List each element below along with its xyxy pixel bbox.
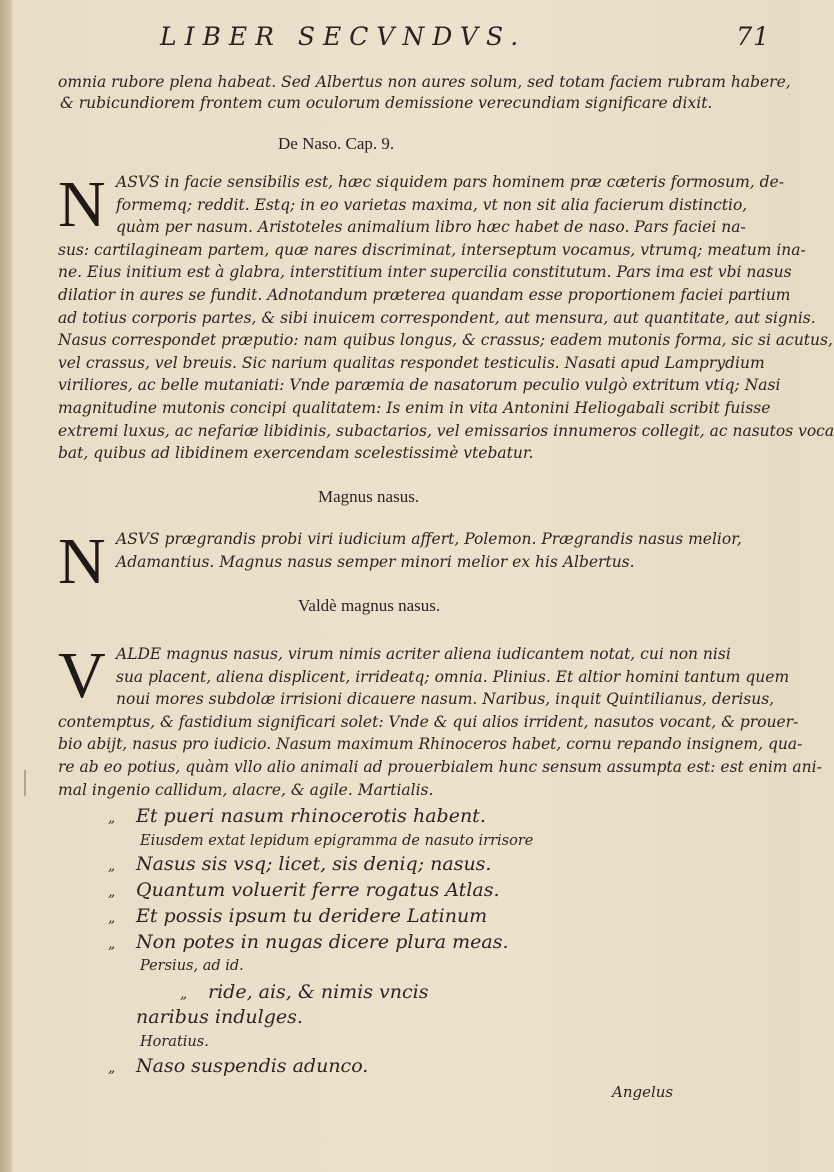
- verse-line: [108, 879, 668, 901]
- text-line: & rubicundiorem frontem cum oculorum demissione verecundiam significare dixit.: [60, 94, 713, 112]
- verse-text: Et pueri nasum rhinocerotis habent.: [136, 805, 486, 827]
- text-line: viriliores, ac belle mutaniati: Vnde paræmia de nasatorum peculio vulgò extritum vtiq; Nasi: [58, 376, 781, 395]
- section-heading-de-naso: De Naso. Cap. 9.: [278, 134, 395, 153]
- running-head: [160, 22, 770, 52]
- quote-mark: „: [108, 809, 116, 826]
- verse-line: [108, 905, 668, 927]
- verse-line: [108, 1055, 668, 1077]
- text-line: dilatior in aures se fundit. Adnotandum præterea quandam esse proportionem faciei partium: [58, 285, 791, 304]
- text-line: Nasus correspondet præputio: nam quibus longus, & crassus; eadem mutonis forma, sic si acutus,: [58, 331, 833, 350]
- continuation-paragraph: [58, 72, 791, 114]
- verse-text: Naso suspendis adunco.: [136, 1055, 369, 1077]
- text-line: quàm per nasum. Aristoteles animalium libro hæc habet de naso. Pars faciei na-: [116, 218, 746, 237]
- text-line: noui mores subdolæ irrisioni dicauere nasum. Naribus, inquit Quintilianus, derisus,: [116, 690, 775, 709]
- verse-text: naribus indulges.: [136, 1006, 303, 1028]
- quote-mark: „: [108, 883, 116, 900]
- verse-text: Nasus sis vsq; licet, sis deniq; nasus.: [136, 853, 492, 875]
- verse-line: [108, 853, 668, 875]
- quote-mark: „: [108, 857, 116, 874]
- section-paragraph: [58, 168, 834, 465]
- section-paragraph: [58, 639, 822, 801]
- text-line: ASVS in facie sensibilis est, hæc siquidem pars hominem præ cæteris formosum, de-: [116, 173, 784, 191]
- text-line: re ab eo potius, quàm vllo alio animali ad prouerbialem hunc sensum assumpta est: est enim ani-: [58, 757, 822, 776]
- quote-mark: „: [108, 935, 116, 952]
- verse-text: Quantum voluerit ferre rogatus Atlas.: [136, 879, 500, 901]
- verse-note: Horatius.: [140, 1034, 209, 1050]
- section-heading-valde-magnus-nasus: Valdè magnus nasus.: [298, 596, 441, 615]
- folio-number: 71: [736, 22, 770, 51]
- section-paragraph: [58, 528, 742, 573]
- margin-mark: [24, 770, 26, 796]
- verse-text: ride, ais, & nimis vncis: [208, 981, 429, 1003]
- text-line: magnitudine mutonis concipi qualitatem: Is enim in vita Antonini Heliogabali scribit fuisse: [58, 398, 771, 417]
- binding-gutter: [0, 0, 12, 1172]
- text-line: bat, quibus ad libidinem exercendam scelestissimè vtebatur.: [58, 444, 534, 463]
- verse-line: [180, 981, 740, 1003]
- text-line: ne. Eius initium est à glabra, interstitium inter supercilia constitutum. Pars ima est vbi nasus: [58, 263, 792, 282]
- text-line: mal ingenio callidum, alacre, & agile. Martialis.: [58, 780, 434, 799]
- text-line: ASVS prægrandis probi viri iudicium affert, Polemon. Prægrandis nasus melior,: [116, 530, 742, 548]
- text-line: vel crassus, vel breuis. Sic narium qualitas respondet testiculis. Nasati apud Lamprydium: [58, 353, 765, 372]
- text-line: sua placent, aliena displicent, irrideatq; omnia. Plinius. Et altior homini tantum quem: [116, 667, 790, 686]
- text-line: Adamantius. Magnus nasus semper minori melior ex his Albertus.: [116, 552, 635, 571]
- verse-note: Persius, ad id.: [140, 958, 244, 974]
- drop-cap: V: [58, 639, 106, 712]
- running-head-title: LIBER SECVNDVS.: [160, 22, 527, 51]
- text-line: omnia rubore plena habeat. Sed Albertus non aures solum, sed totam faciem rubram habere,: [58, 73, 791, 91]
- verse-text: Non potes in nugas dicere plura meas.: [136, 931, 509, 953]
- drop-cap: N: [58, 168, 106, 241]
- quote-mark: „: [180, 985, 188, 1002]
- verse-line: [136, 1006, 696, 1028]
- quote-mark: „: [108, 1059, 116, 1076]
- text-line: contemptus, & fastidium significari solet: Vnde & qui alios irrident, nasutos vocant, & prouer-: [58, 712, 799, 731]
- text-line: extremi luxus, ac nefariæ libidinis, subactarios, vel emissarios innumeros collegit, ac nasutos voca: [58, 421, 834, 440]
- text-line: formemq; reddit. Estq; in eo varietas maxima, vt non sit alia facierum distinctio,: [116, 195, 748, 214]
- verse-note: Eiusdem extat lepidum epigramma de nasuto irrisore: [140, 833, 534, 849]
- section-heading-magnus-nasus: Magnus nasus.: [318, 487, 420, 506]
- verse-line: [108, 805, 668, 827]
- catchword: Angelus: [612, 1083, 674, 1101]
- text-line: sus: cartilagineam partem, quæ nares discriminat, interseptum vocamus, vtrumq; meatum ina-: [58, 240, 806, 259]
- verse-line: [108, 931, 668, 953]
- text-line: ad totius corporis partes, & sibi inuicem correspondent, aut mensura, aut quantitate, aut signis.: [58, 308, 816, 327]
- quote-mark: „: [108, 909, 116, 926]
- drop-cap: N: [58, 525, 106, 598]
- text-line: bio abijt, nasus pro iudicio. Nasum maximum Rhinoceros habet, cornu repando insignem, qua-: [58, 735, 803, 754]
- verse-text: Et possis ipsum tu deridere Latinum: [136, 905, 488, 927]
- text-line: ALDE magnus nasus, virum nimis acriter aliena iudicantem notat, cui non nisi: [116, 645, 731, 663]
